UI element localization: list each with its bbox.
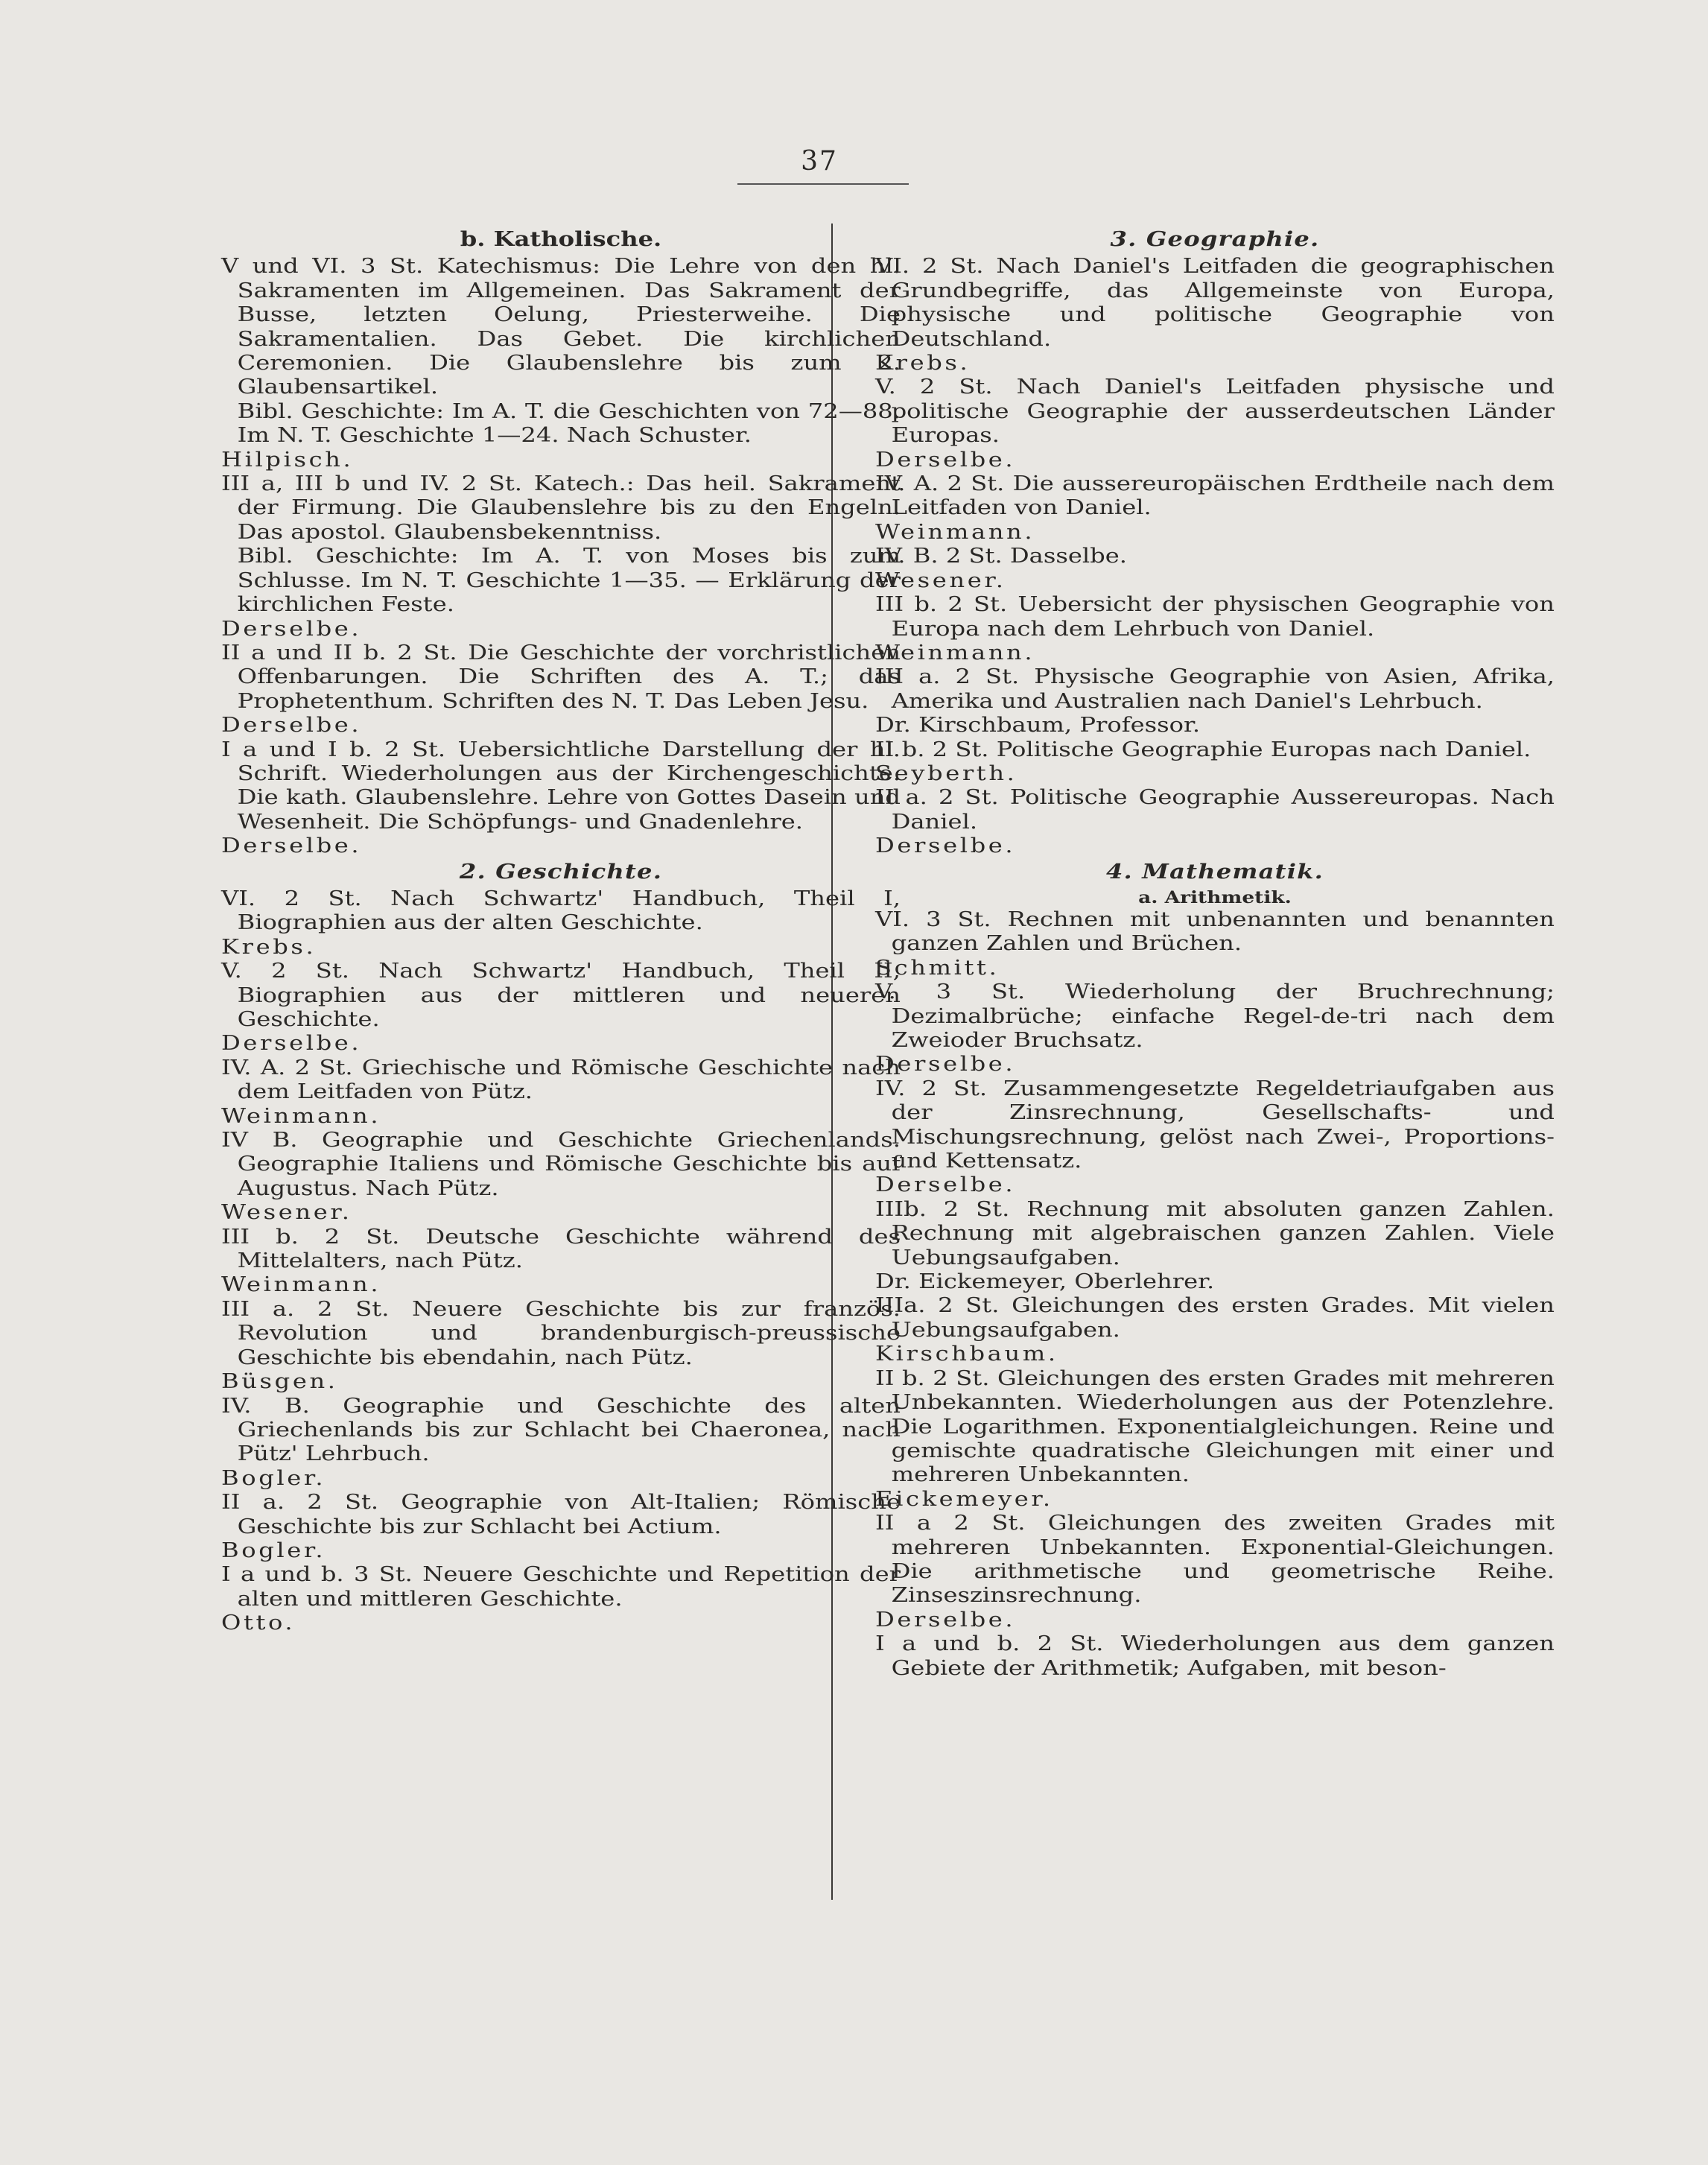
teacher-name: Bogler.	[221, 1466, 326, 1490]
teacher-name: Derselbe.	[875, 448, 1016, 472]
course-entry	[221, 1226, 901, 1298]
entry-text: I a und b. 3 St. Neuere Geschichte und Repetition der alten und mittleren Geschichte.	[221, 1563, 901, 1611]
course-entry	[221, 1056, 901, 1129]
teacher-name: Hilpisch.	[221, 448, 354, 472]
course-entry	[875, 593, 1555, 665]
entry-text: II a. 2 St. Politische Geographie Aussereuropas. Nach Daniel.	[875, 786, 1555, 834]
entry-text: V und VI. 3 St. Katechismus: Die Lehre von den hl. Sakramenten im Allgemeinen. Das Sakrament der Busse, letzten Oelung, Priesterweihe. Die Sakramentalien. Das Gebet. Die kirchlichen Ceremonien. Die Glaubenslehre bis zum 2. Glaubensartikel.	[221, 255, 901, 399]
section-heading: 2. Geschichte.	[459, 860, 663, 884]
teacher-name: Wesener.	[221, 1201, 352, 1225]
teacher-name: Weinmann.	[875, 641, 1035, 665]
course-entry	[875, 908, 1555, 980]
teacher-name: Derselbe.	[875, 1053, 1016, 1077]
course-entry	[221, 1395, 901, 1492]
teacher-name: Derselbe.	[875, 1173, 1016, 1197]
entry-text: I a und b. 2 St. Wiederholungen aus dem ganzen Gebiete der Arithmetik; Aufgaben, mit beson-	[875, 1632, 1555, 1680]
teacher-name: Seyberth.	[875, 761, 1018, 785]
right-column	[875, 226, 1555, 1681]
entry-text: II b. 2 St. Politische Geographie Europas nach Daniel.	[875, 738, 1531, 761]
teacher-name: Eickemeyer.	[875, 1487, 1053, 1511]
entry-text: II a und II b. 2 St. Die Geschichte der vorchristlichen Offenbarungen. Die Schriften des A. T.; das Prophetenthum. Schriften des N. T. Das Leben Jesu.	[221, 641, 901, 713]
entry-text: II b. 2 St. Gleichungen des ersten Grades mit mehreren Unbekannten. Wiederholungen aus der Potenzlehre. Die Logarithmen. Exponentialgleichungen. Reine und gemischte quadratische Gleichungen mit einer und mehreren Unbekannten.	[875, 1366, 1555, 1487]
entry-text: II a. 2 St. Geographie von Alt-Italien; Römische Geschichte bis zur Schlacht bei Actium.	[221, 1491, 901, 1538]
teacher-name: Derselbe.	[221, 834, 362, 858]
section-heading: 4. Mathematik.	[1105, 860, 1324, 884]
course-entry	[221, 1298, 901, 1395]
teacher-name: Büsgen.	[221, 1370, 338, 1394]
teacher-name: Derselbe.	[875, 834, 1016, 858]
teacher-name: Derselbe.	[221, 617, 362, 641]
section-heading: 3. Geographie.	[1110, 228, 1320, 251]
entry-text: IV. A. 2 St. Die aussereuropäischen Erdtheile nach dem Leitfaden von Daniel.	[875, 472, 1555, 520]
course-entry	[875, 1512, 1555, 1632]
entry-text: II a 2 St. Gleichungen des zweiten Grades mit mehreren Unbekannten. Exponential-Gleichungen. Die arithmetische und geometrische Reihe. Zinseszinsrechnung.	[875, 1512, 1555, 1608]
section-heading: b. Katholische.	[460, 228, 662, 251]
entry-text: Bibl. Geschichte: Im A. T. die Geschichten von 72—88. Im N. T. Geschichte 1—24. Nach Schuster.	[237, 399, 901, 448]
course-entry	[875, 1294, 1555, 1366]
course-entry	[875, 738, 1555, 787]
teacher-name: Krebs.	[875, 352, 971, 375]
course-entry	[875, 545, 1555, 593]
teacher-name: Derselbe.	[875, 1608, 1016, 1632]
page-number-rule	[737, 183, 909, 185]
entry-text: III a, III b und IV. 2 St. Katech.: Das heil. Sakrament der Firmung. Die Glaubenslehre bis zu den Engeln. Das apostol. Glaubensbekenntniss.	[221, 472, 901, 544]
course-entry	[875, 1077, 1555, 1198]
subsection-heading: a. Arithmetik.	[1138, 887, 1292, 907]
teacher-name: Dr. Eickemeyer, Oberlehrer.	[875, 1270, 1215, 1294]
course-entry	[221, 960, 901, 1056]
left-column	[221, 226, 901, 1636]
entry-text: VI. 3 St. Rechnen mit unbenannten und benannten ganzen Zahlen und Brüchen.	[875, 907, 1555, 956]
course-entry	[221, 1129, 901, 1226]
teacher-name: Bogler.	[221, 1538, 326, 1562]
entry-text: IIIa. 2 St. Gleichungen des ersten Grades. Mit vielen Uebungsaufgaben.	[875, 1294, 1555, 1342]
course-entry	[221, 255, 901, 472]
entry-text: IIIb. 2 St. Rechnung mit absoluten ganzen Zahlen. Rechnung mit algebraischen ganzen Zahlen. Viele Uebungsaufgaben.	[875, 1197, 1555, 1269]
entry-text: V. 2 St. Nach Schwartz' Handbuch, Theil II, Biographien aus der mittleren und neueren Geschichte.	[221, 960, 901, 1031]
entry-text: III b. 2 St. Deutsche Geschichte während des Mittelalters, nach Pütz.	[221, 1225, 901, 1273]
course-entry	[875, 980, 1555, 1077]
teacher-name: Wesener.	[875, 568, 1006, 592]
teacher-name: Krebs.	[221, 935, 317, 959]
entry-text: IV B. Geographie und Geschichte Griechenlands. Geographie Italiens und Römische Geschichte bis auf Augustus. Nach Pütz.	[221, 1129, 901, 1200]
entry-text: V. 3 St. Wiederholung der Bruchrechnung; Dezimalbrüche; einfache Regel-de-tri nach dem Zweioder Bruchsatz.	[875, 980, 1555, 1052]
entry-text: V. 2 St. Nach Daniel's Leitfaden physische und politische Geographie der ausserdeutschen Länder Europas.	[875, 375, 1555, 448]
course-entry	[875, 786, 1555, 858]
entry-text: Bibl. Geschichte: Im A. T. von Moses bis zum Schlusse. Im N. T. Geschichte 1—35. — Erklärung der kirchlichen Feste.	[237, 545, 901, 617]
entry-text: IV. 2 St. Zusammengesetzte Regeldetriaufgaben aus der Zinsrechnung, Gesellschafts- und Mischungsrechnung, gelöst nach Zwei-, Proportions- und Kettensatz.	[875, 1077, 1555, 1173]
course-entry	[221, 1563, 901, 1635]
course-entry	[875, 375, 1555, 472]
teacher-name: Schmitt.	[875, 956, 1000, 980]
entry-text: VI. 2 St. Nach Daniel's Leitfaden die geographischen Grundbegriffe, das Allgemeinste von Europa, physische und politische Geographie von Deutschland.	[875, 255, 1555, 351]
entry-text: III a. 2 St. Neuere Geschichte bis zur französ. Revolution und brandenburgisch-preussische Geschichte bis ebendahin, nach Pütz.	[221, 1297, 901, 1369]
course-entry	[875, 1632, 1555, 1681]
entry-text: IV. A. 2 St. Griechische und Römische Geschichte nach dem Leitfaden von Pütz.	[221, 1056, 901, 1104]
course-entry	[875, 1367, 1555, 1512]
entry-text: IV. B. 2 St. Dasselbe.	[875, 545, 1128, 568]
entry-text: VI. 2 St. Nach Schwartz' Handbuch, Theil I, Biographien aus der alten Geschichte.	[221, 887, 901, 935]
course-entry	[875, 255, 1555, 375]
entry-text: III b. 2 St. Uebersicht der physischen Geographie von Europa nach dem Lehrbuch von Daniel.	[875, 593, 1555, 641]
course-entry	[221, 1491, 901, 1563]
course-entry	[875, 1198, 1555, 1295]
teacher-name: Kirschbaum.	[875, 1343, 1058, 1366]
entry-text: III a. 2 St. Physische Geographie von Asien, Afrika, Amerika und Australien nach Daniel's Lehrbuch.	[875, 665, 1555, 713]
teacher-name: Otto.	[221, 1611, 296, 1635]
course-entry	[221, 887, 901, 960]
course-entry	[221, 738, 901, 859]
teacher-name: Weinmann.	[221, 1104, 381, 1128]
course-entry	[221, 472, 901, 641]
course-entry	[875, 665, 1555, 738]
teacher-name: Derselbe.	[221, 714, 362, 738]
course-entry	[221, 641, 901, 738]
teacher-name: Derselbe.	[221, 1032, 362, 1056]
teacher-name: Weinmann.	[221, 1273, 381, 1297]
entry-text: I a und I b. 2 St. Uebersichtliche Darstellung der hl. Schrift. Wiederholungen aus der Kirchengeschichte. Die kath. Glaubenslehre. Lehre von Gottes Dasein und Wesenheit. Die Schöpfungs- und Gnadenlehre.	[221, 738, 901, 834]
course-entry	[875, 472, 1555, 545]
page-number: 37	[801, 146, 838, 177]
entry-text: IV. B. Geographie und Geschichte des alten Griechenlands bis zur Schlacht bei Chaeronea, nach Pütz' Lehrbuch.	[221, 1394, 901, 1466]
teacher-name: Dr. Kirschbaum, Professor.	[875, 714, 1201, 738]
teacher-name: Weinmann.	[875, 520, 1035, 544]
